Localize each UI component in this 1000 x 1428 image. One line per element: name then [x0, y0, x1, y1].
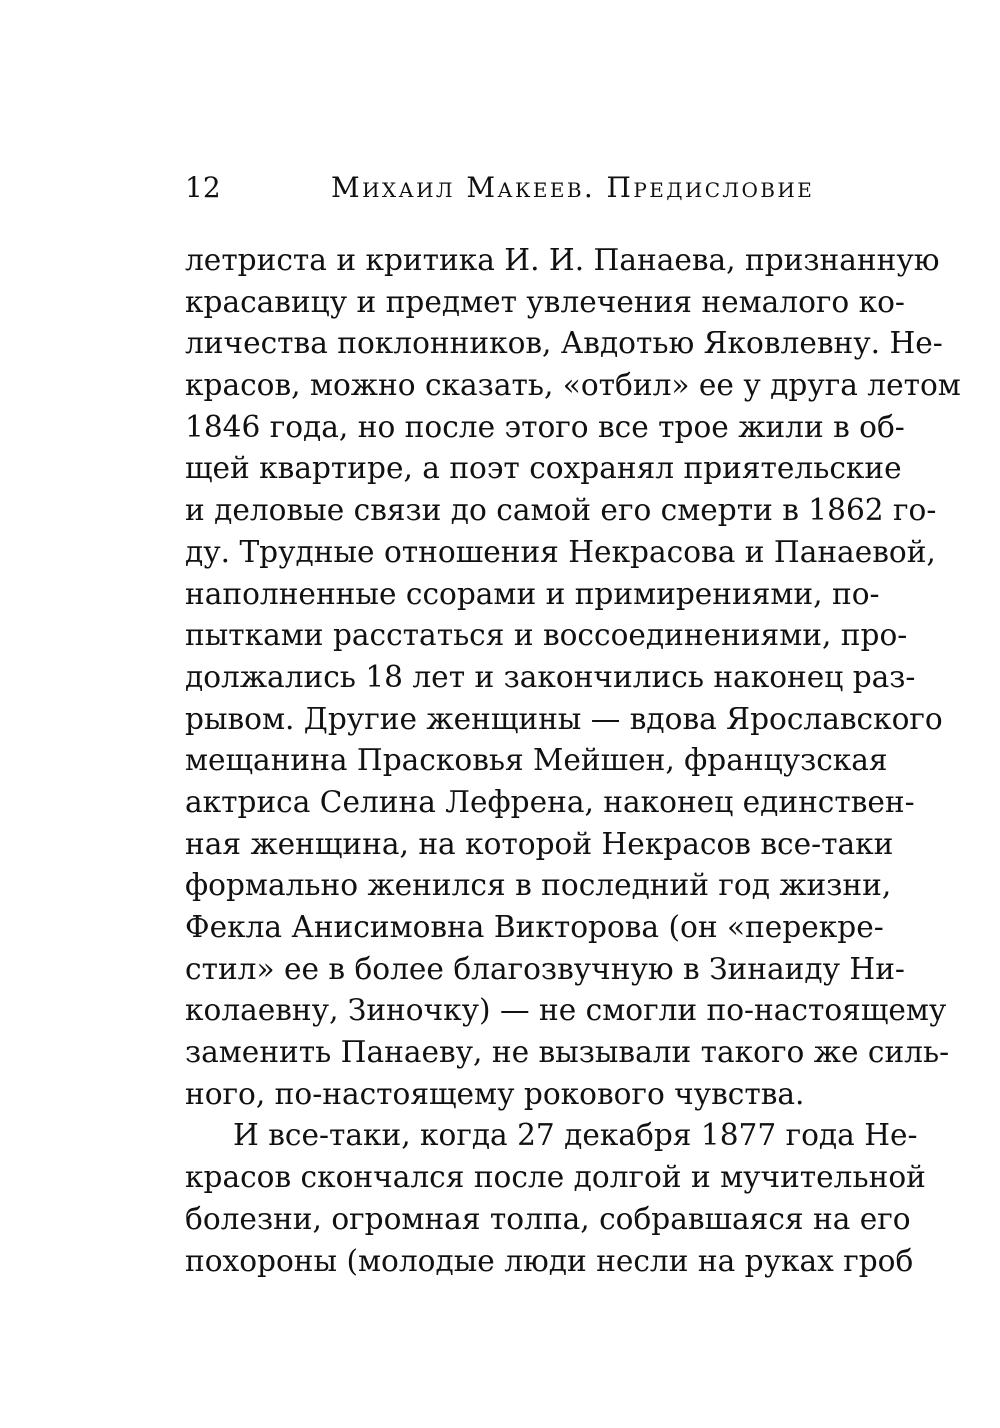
text-line: наполненные ссорами и примирениями, по- — [185, 576, 880, 611]
text-line: колаевну, Зиночку) — не смогли по-настоящему — [185, 993, 947, 1028]
text-line: заменить Панаеву, не вызывали такого же силь- — [185, 1035, 950, 1070]
text-line: мещанина Прасковья Мейшен, французская — [185, 743, 888, 778]
text-line: должались 18 лет и закончились наконец раз- — [185, 659, 916, 694]
text-line: красавицу и предмет увлечения немалого ко- — [185, 284, 905, 319]
text-line: ного, по-настоящему рокового чувства. — [185, 1076, 805, 1111]
text-line: формально женился в последний год жизни, — [185, 868, 892, 903]
body-text — [185, 240, 961, 1282]
text-line: рывом. Другие женщины — вдова Ярославского — [185, 701, 943, 736]
text-line: красов скончался после долгой и мучительной — [185, 1160, 926, 1195]
text-line: актриса Селина Лефрена, наконец единствен- — [185, 784, 915, 819]
paragraph-1 — [185, 240, 961, 1115]
text-line: 1846 года, но после этого все трое жили в об- — [185, 409, 905, 444]
text-line: красов, можно сказать, «отбил» ее у друга летом — [185, 368, 961, 403]
text-line: летриста и критика И. И. Панаева, признанную — [185, 243, 940, 277]
text-line: личества поклонников, Авдотью Яковлевну. Не- — [185, 326, 943, 361]
text-line: похороны (молодые люди несли на руках гроб — [185, 1243, 914, 1278]
text-line: и деловые связи до самой его смерти в 1862 го- — [185, 493, 937, 528]
text-line: ная женщина, на которой Некрасов все-таки — [185, 826, 894, 861]
running-head-title: Михаил Макеев. Предисловие — [331, 171, 815, 204]
text-line: болезни, огромная толпа, собравшаяся на его — [185, 1201, 911, 1236]
page-number: 12 — [185, 171, 221, 204]
text-line: И все-таки, когда 27 декабря 1877 года Не- — [233, 1118, 918, 1153]
paragraph-2 — [185, 1115, 926, 1282]
text-line: пытками расстаться и воссоединениями, про- — [185, 618, 908, 653]
running-head — [185, 168, 885, 208]
text-line: ду. Трудные отношения Некрасова и Панаевой, — [185, 534, 936, 569]
text-line: щей квартире, а поэт сохранял приятельские — [185, 451, 902, 486]
text-line: стил» ее в более благозвучную в Зинаиду Ни- — [185, 951, 905, 986]
text-line: Фекла Анисимовна Викторова (он «перекре- — [185, 910, 884, 944]
